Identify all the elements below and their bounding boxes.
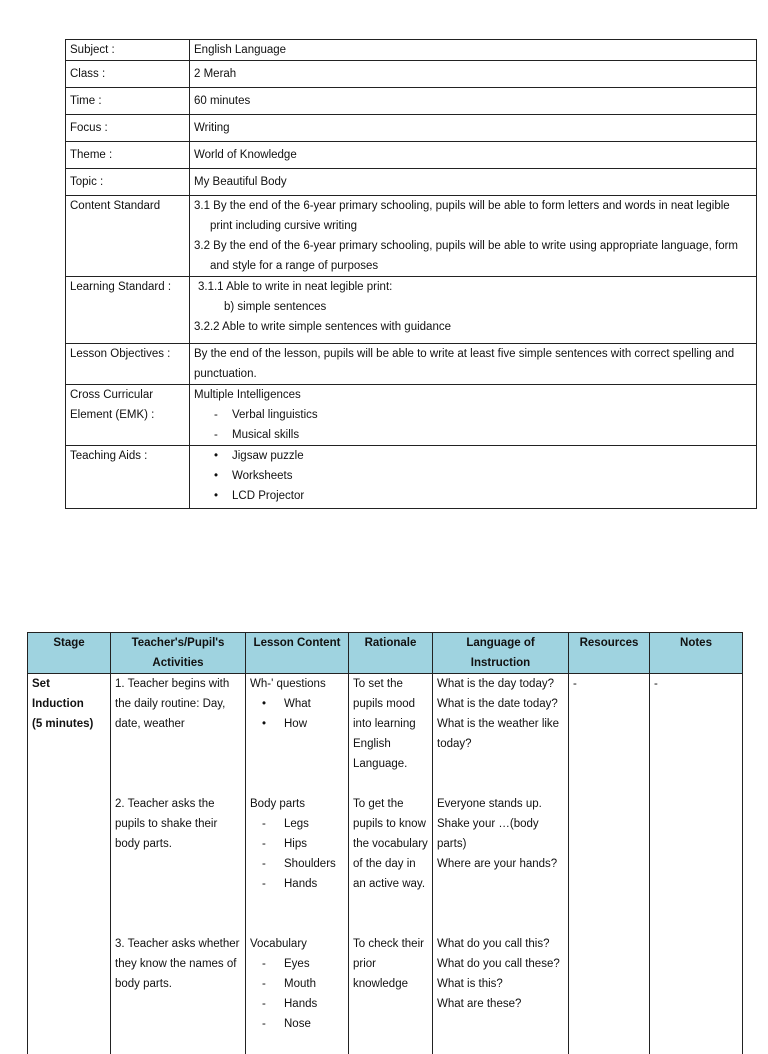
stage-duration: (5 minutes) (32, 714, 106, 734)
content-heading: Vocabulary (250, 934, 344, 954)
subject-label: Subject : (66, 40, 190, 61)
language-line: What are these? (437, 994, 564, 1014)
stage-cell (28, 674, 111, 1054)
notes-cell: - (650, 674, 743, 1054)
list-item: - Mouth (250, 974, 344, 994)
class-value: 2 Merah (190, 61, 757, 88)
content-list (250, 954, 344, 1034)
learning-standard-line: 3.2.2 Able to write simple sentences with guidance (194, 317, 752, 337)
activity-step-1: 1. Teacher begins with the daily routine: Day, date, weather (115, 674, 241, 774)
content-standard-text: 3.2 By the end of the 6-year primary schooling, pupils will be able to write using appropriate language, form (194, 236, 752, 256)
teaching-aids-list (194, 446, 752, 506)
cross-curricular-label-line: Cross Curricular (70, 385, 185, 405)
content-standard-item (194, 196, 752, 236)
content-standard-label: Content Standard (66, 196, 190, 277)
cross-curricular-label-line: Element (EMK) : (70, 405, 185, 425)
header-rationale: Rationale (349, 633, 433, 674)
header-lesson-content: Lesson Content (246, 633, 349, 674)
header-language: Language of Instruction (433, 633, 569, 674)
info-row-teaching-aids (66, 446, 757, 509)
content-heading: Body parts (250, 794, 344, 814)
info-row-time (66, 88, 757, 115)
language-line: What is the date today? (437, 694, 564, 714)
rationale-step-1: To set the pupils mood into learning English Language. (353, 674, 428, 774)
time-label: Time : (66, 88, 190, 115)
content-standard-value (190, 196, 757, 277)
content-heading: Wh-' questions (250, 674, 344, 694)
teaching-aids-value (190, 446, 757, 509)
info-row-topic (66, 169, 757, 196)
content-list (250, 814, 344, 894)
content-standard-item (194, 236, 752, 276)
info-row-cross-curricular (66, 385, 757, 446)
language-line: Where are your hands? (437, 854, 564, 874)
list-item: - Hips (250, 834, 344, 854)
content-step-2 (250, 794, 344, 914)
learning-standard-label: Learning Standard : (66, 277, 190, 344)
cross-curricular-label (66, 385, 190, 446)
learning-standard-value (190, 277, 757, 344)
language-line: What is the weather like today? (437, 714, 564, 754)
info-row-class (66, 61, 757, 88)
lesson-info-table (65, 39, 757, 509)
cross-curricular-value (190, 385, 757, 446)
language-step-3 (437, 934, 564, 1014)
list-item: - Nose (250, 1014, 344, 1034)
content-standard-text: print including cursive writing (194, 216, 752, 236)
list-item: - Eyes (250, 954, 344, 974)
content-standard-text: 3.1 By the end of the 6-year primary schooling, pupils will be able to form letters and words in neat legible (194, 196, 752, 216)
list-item: • What (250, 694, 344, 714)
list-item: - Musical skills (194, 425, 752, 445)
teaching-aids-label: Teaching Aids : (66, 446, 190, 509)
content-step-1 (250, 674, 344, 774)
cross-curricular-heading: Multiple Intelligences (194, 385, 752, 405)
header-activities: Teacher's/Pupil's Activities (111, 633, 246, 674)
language-line: What is this? (437, 974, 564, 994)
header-resources: Resources (569, 633, 650, 674)
lesson-objectives-value: By the end of the lesson, pupils will be able to write at least five simple sentences with correct spelling and punctuation. (190, 344, 757, 385)
list-item: - Hands (250, 994, 344, 1014)
subject-value: English Language (190, 40, 757, 61)
focus-label: Focus : (66, 115, 190, 142)
stage-name: Set (32, 674, 106, 694)
list-item: • Jigsaw puzzle (194, 446, 752, 466)
class-label: Class : (66, 61, 190, 88)
resources-cell: - (569, 674, 650, 1054)
content-list (250, 694, 344, 734)
list-item: • How (250, 714, 344, 734)
info-row-subject (66, 40, 757, 61)
language-cell (433, 674, 569, 1054)
language-line: Everyone stands up. (437, 794, 564, 814)
language-step-2 (437, 794, 564, 914)
topic-label: Topic : (66, 169, 190, 196)
rationale-step-3: To check their prior knowledge (353, 934, 428, 994)
stage-name: Induction (32, 694, 106, 714)
info-row-theme (66, 142, 757, 169)
lesson-plan-table (27, 632, 743, 1054)
lesson-header-row (28, 633, 743, 674)
list-item: - Hands (250, 874, 344, 894)
rationale-step-2: To get the pupils to know the vocabulary of the day in an active way. (353, 794, 428, 914)
language-line: Shake your …(body parts) (437, 814, 564, 854)
list-item: - Legs (250, 814, 344, 834)
lesson-content-cell (246, 674, 349, 1054)
list-item: • LCD Projector (194, 486, 752, 506)
language-line: What do you call these? (437, 954, 564, 974)
cross-curricular-list (194, 405, 752, 445)
header-stage: Stage (28, 633, 111, 674)
content-standard-text: and style for a range of purposes (194, 256, 752, 276)
activities-cell (111, 674, 246, 1054)
language-line: What do you call this? (437, 934, 564, 954)
info-row-content-standard (66, 196, 757, 277)
list-item: - Verbal linguistics (194, 405, 752, 425)
table-row (28, 674, 743, 1054)
activity-step-2: 2. Teacher asks the pupils to shake their body parts. (115, 794, 241, 914)
lesson-objectives-label: Lesson Objectives : (66, 344, 190, 385)
learning-standard-line: 3.1.1 Able to write in neat legible print: (194, 277, 752, 297)
info-row-lesson-objectives (66, 344, 757, 385)
theme-label: Theme : (66, 142, 190, 169)
content-step-3 (250, 934, 344, 1034)
info-row-focus (66, 115, 757, 142)
focus-value: Writing (190, 115, 757, 142)
learning-standard-line: b) simple sentences (194, 297, 752, 317)
rationale-cell (349, 674, 433, 1054)
theme-value: World of Knowledge (190, 142, 757, 169)
language-line: What is the day today? (437, 674, 564, 694)
list-item: • Worksheets (194, 466, 752, 486)
topic-value: My Beautiful Body (190, 169, 757, 196)
time-value: 60 minutes (190, 88, 757, 115)
list-item: - Shoulders (250, 854, 344, 874)
language-step-1 (437, 674, 564, 774)
info-row-learning-standard (66, 277, 757, 344)
header-notes: Notes (650, 633, 743, 674)
activity-step-3: 3. Teacher asks whether they know the names of body parts. (115, 934, 241, 994)
